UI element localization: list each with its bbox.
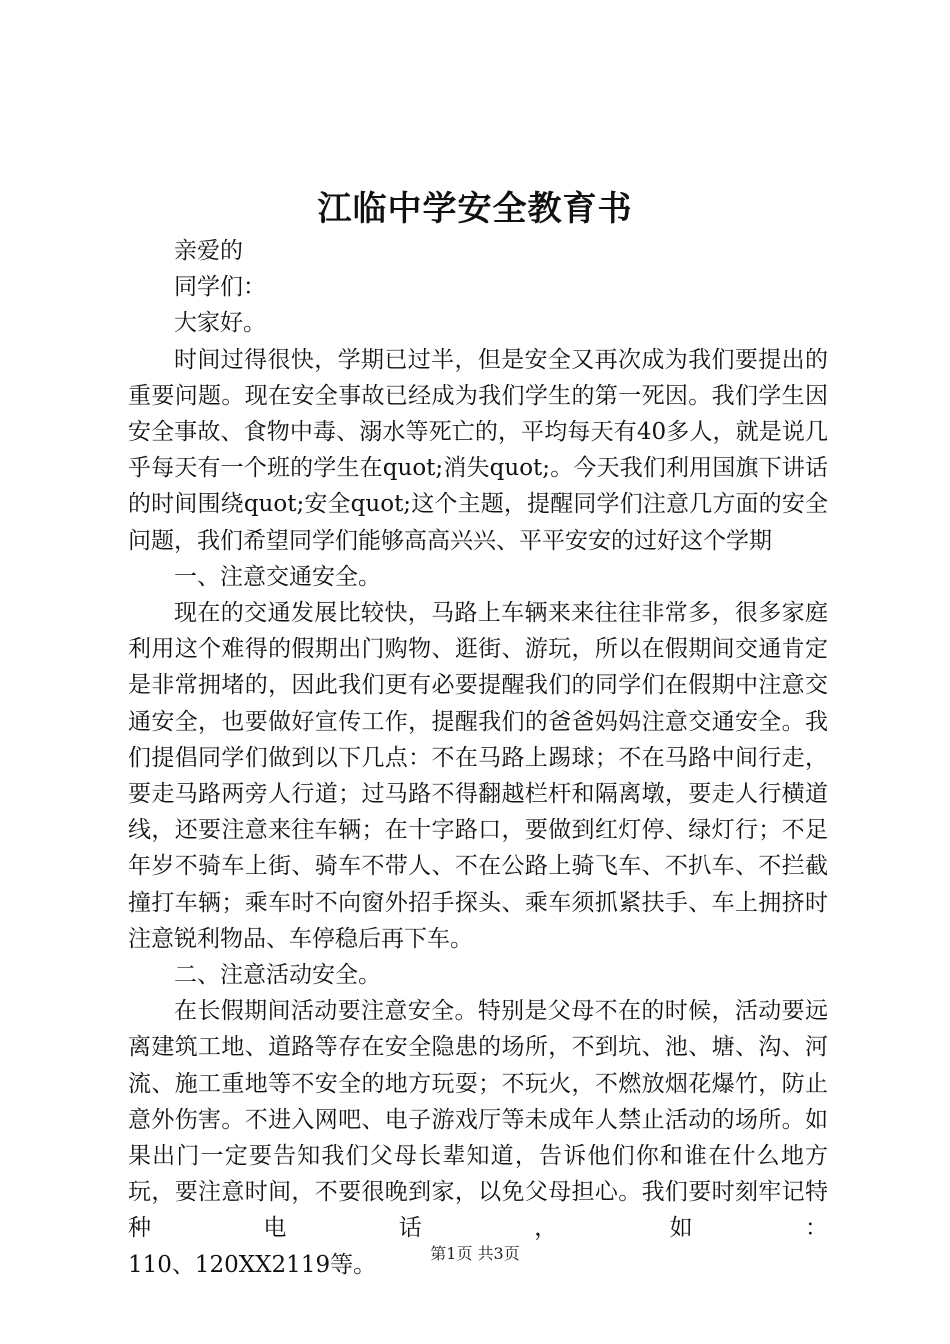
greeting-line-3: 大家好。 <box>174 310 266 337</box>
section-heading-activity: 二、注意活动安全。 <box>174 962 381 989</box>
activity-paragraph: 在长假期间活动要注意安全。特别是父母不在的时候，活动要远离建筑工地、道路等存在安全隐患的场所，不到坑、池、塘、沟、河流、施工重地等不安全的地方玩耍；不玩火，不燃放烟花爆竹，防止意外伤害。不进入网吧、电子游戏厅等未成年人禁止活动的场所。如果出门一定要告知我们父母长辈知道，告诉他们你和谁在什么地方玩，要注意时间，不要很晚到家，以免父母担心。我们要时刻牢记特种电话，如： <box>128 998 828 1242</box>
greeting-line-1: 亲爱的 <box>174 238 243 264</box>
intro-paragraph: 时间过得很快，学期已过半，但是安全又再次成为我们要提出的重要问题。现在安全事故已经成为我们学生的第一死因。我们学生因安全事故、食物中毒、溺水等死亡的，平均每天有40多人，就是说几乎每天有一个班的学生在quot;消失quot;。今天我们利用国旗下讲话的时间围绕quot;安全quot;这个主题，提醒同学们注意几方面的安全问题，我们希望同学们能够高高兴兴、平平安安的过好这个学期 <box>128 346 828 554</box>
emergency-numbers: 110、120XX2119等。 <box>128 1251 377 1278</box>
section-heading-traffic: 一、注意交通安全。 <box>174 563 381 590</box>
document-title: 江临中学安全教育书 <box>317 189 633 229</box>
greeting-line-2: 同学们： <box>174 274 266 301</box>
page-number: 第1页 共3页 <box>430 1244 520 1263</box>
traffic-paragraph: 现在的交通发展比较快，马路上车辆来来往往非常多，很多家庭利用这个难得的假期出门购物、逛街、游玩，所以在假期间交通肯定是非常拥堵的，因此我们更有必要提醒我们的同学们在假期中注意交通安全，也要做好宣传工作，提醒我们的爸爸妈妈注意交通安全。我们提倡同学们做到以下几点：不在马路上踢球；不在马路中间行走，要走马路两旁人行道；过马路不得翻越栏杆和隔离墩，要走人行横道线，还要注意来往车辆；在十字路口，要做到红灯停、绿灯行；不足年岁不骑车上街、骑车不带人、不在公路上骑飞车、不扒车、不拦截撞打车辆；乘车时不向窗外招手探头、乘车须抓紧扶手、车上拥挤时注意锐利物品、车停稳后再下车。 <box>128 600 828 952</box>
document-body <box>128 233 828 1283</box>
